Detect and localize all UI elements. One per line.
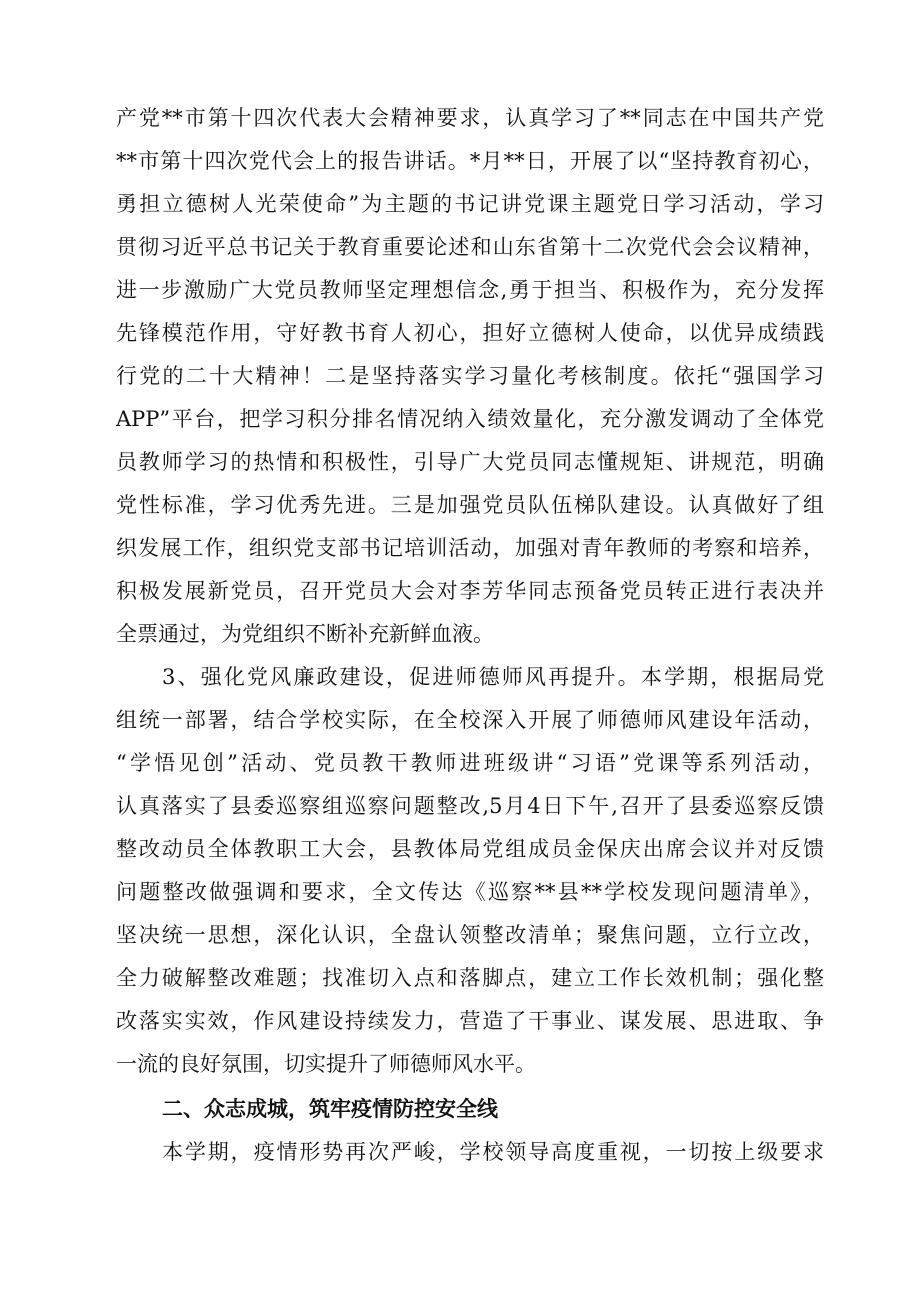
paragraph-line: 坚决统一思想，深化认识，全盘认领整改清单；聚焦问题，立行立改， bbox=[116, 923, 824, 947]
paragraph-line: 产党**市第十四次代表大会精神要求，认真学习了**同志在中国共产党 bbox=[116, 106, 824, 130]
paragraph-line: 整改动员全体教职工大会，县教体局党组成员金保庆出席会议并对反馈 bbox=[116, 837, 824, 861]
paragraph-line: 认真落实了县委巡察组巡察问题整改,5月4日下午,召开了县委巡察反馈 bbox=[116, 794, 824, 818]
paragraph-first-line: 3、强化党风廉政建设，促进师德师风再提升。本学期，根据局党 bbox=[162, 665, 824, 689]
paragraph-line: APP”平台，把学习积分排名情况纳入绩效量化，充分激发调动了全体党 bbox=[116, 407, 824, 431]
paragraph-line: **市第十四次党代会上的报告讲话。*月**日，开展了以“坚持教育初心， bbox=[116, 149, 824, 173]
paragraph-line: 勇担立德树人光荣使命”为主题的书记讲党课主题党日学习活动，学习 bbox=[116, 192, 824, 216]
section-heading: 二、众志成城，筑牢疫情防控安全线 bbox=[162, 1097, 498, 1121]
paragraph-line: 进一步激励广大党员教师坚定理想信念,勇于担当、积极作为，充分发挥 bbox=[116, 278, 824, 302]
paragraph-line: 员教师学习的热情和积极性，引导广大党员同志懂规矩、讲规范，明确 bbox=[116, 450, 824, 474]
paragraph-first-line: 本学期，疫情形势再次严峻，学校领导高度重视，一切按上级要求 bbox=[162, 1140, 824, 1164]
paragraph-line: “学悟见创”活动、党员教干教师进班级讲“习语”党课等系列活动， bbox=[116, 751, 824, 775]
paragraph-line: 党性标准，学习优秀先进。三是加强党员队伍梯队建设。认真做好了组 bbox=[116, 493, 824, 517]
paragraph-line: 积极发展新党员，召开党员大会对李芳华同志预备党员转正进行表决并 bbox=[116, 579, 824, 603]
paragraph-line: 全力破解整改难题；找准切入点和落脚点，建立工作长效机制；强化整 bbox=[116, 966, 824, 990]
paragraph-line-last: 一流的良好氛围，切实提升了师德师风水平。 bbox=[116, 1052, 536, 1076]
paragraph-line: 改落实实效，作风建设持续发力，营造了干事业、谋发展、思进取、争 bbox=[116, 1009, 824, 1033]
paragraph-line: 问题整改做强调和要求，全文传达《巡察**县**学校发现问题清单》， bbox=[116, 880, 824, 904]
paragraph-line: 组统一部署，结合学校实际，在全校深入开展了师德师风建设年活动， bbox=[116, 708, 824, 732]
paragraph-line: 先锋模范作用，守好教书育人初心，担好立德树人使命，以优异成绩践 bbox=[116, 321, 824, 345]
paragraph-line-last: 全票通过，为党组织不断补充新鲜血液。 bbox=[116, 622, 494, 646]
paragraph-line: 织发展工作，组织党支部书记培训活动，加强对青年教师的考察和培养， bbox=[116, 536, 824, 560]
paragraph-line: 行党的二十大精神！二是坚持落实学习量化考核制度。依托“强国学习 bbox=[116, 364, 824, 388]
paragraph-line: 贯彻习近平总书记关于教育重要论述和山东省第十二次党代会会议精神， bbox=[116, 235, 824, 259]
